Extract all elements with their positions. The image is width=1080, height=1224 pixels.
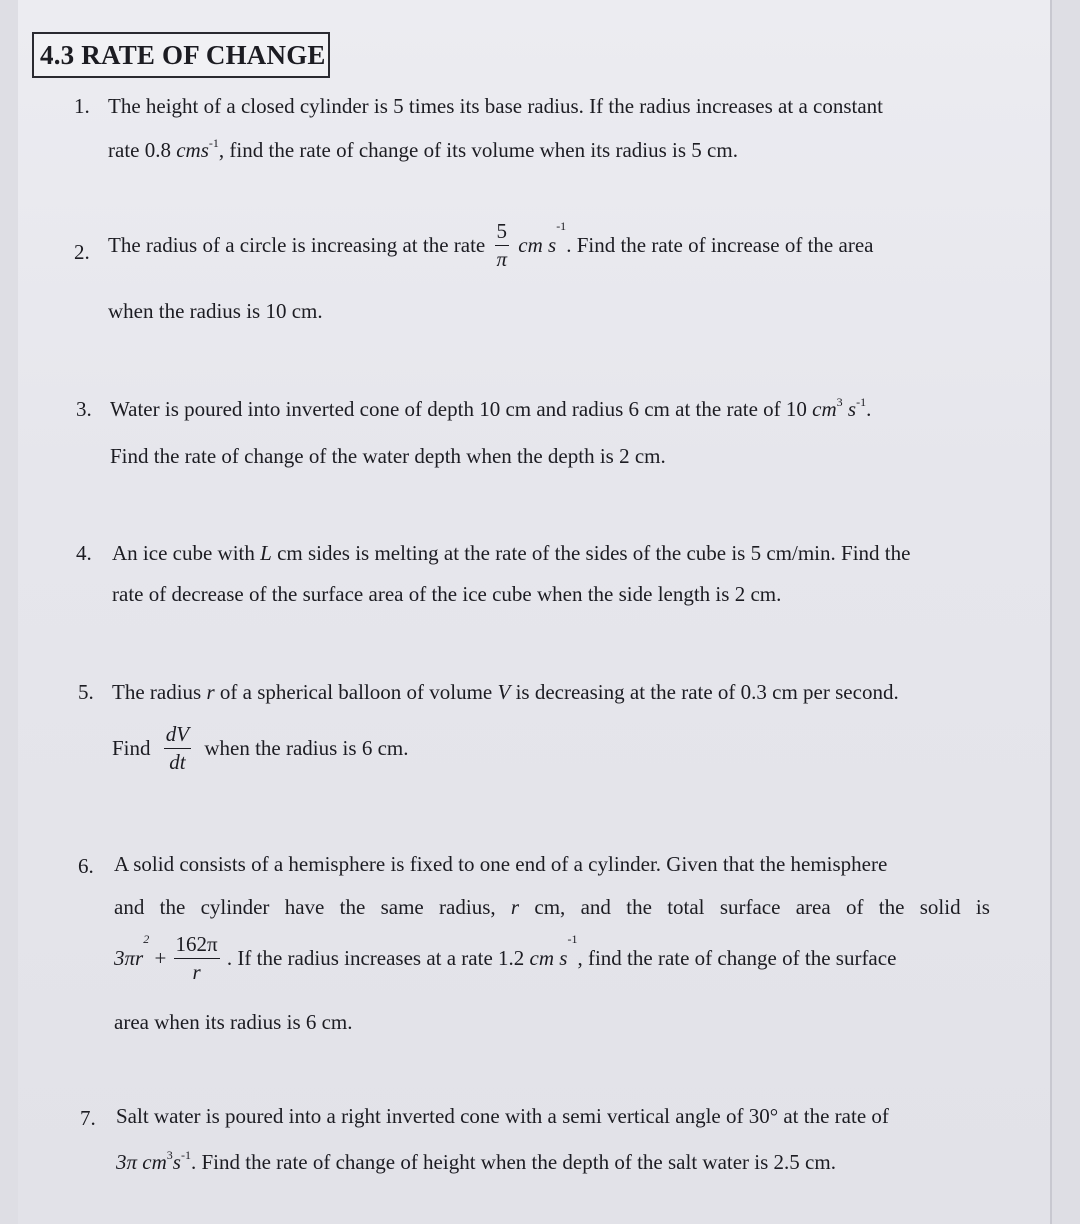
q5-line1-post: is decreasing at the rate of 0.3 cm per second. — [515, 680, 899, 704]
q6-line3-end: , find the rate of change of the surface — [577, 946, 897, 970]
q7-line2 — [116, 1148, 836, 1174]
q6-line3 — [114, 931, 897, 984]
section-title: 4.3 RATE OF CHANGE — [32, 32, 330, 78]
q6-frac-den: r — [192, 960, 201, 984]
q2-line1-pre: The radius of a circle is increasing at the rate — [108, 233, 486, 257]
q5-frac-num: dV — [164, 724, 191, 749]
q4-line1-pre: An ice cube with — [112, 541, 255, 565]
q1-line1: The height of a closed cylinder is 5 times its base radius. If the radius increases at a constant — [108, 94, 884, 118]
q5-line1-pre: The radius — [112, 680, 202, 704]
q2-unit-exp: -1 — [556, 218, 567, 233]
q2-frac-den: π — [496, 247, 508, 271]
q1-line2 — [108, 136, 738, 162]
q5-line2 — [112, 724, 408, 773]
q6-line2-word: same — [380, 895, 424, 919]
q5-line1-mid: of a spherical balloon of volume — [219, 680, 493, 704]
q6-line2-word: the — [878, 895, 905, 919]
q6-unit-s: s — [559, 946, 568, 970]
q6-number: 6. — [78, 854, 94, 878]
q6-line2-word: total — [667, 895, 705, 919]
q7-line1: Salt water is poured into a right inverted cone with a semi vertical angle of 30° at the rate of — [116, 1104, 889, 1128]
q5-line2-post: when the radius is 6 cm. — [204, 736, 409, 760]
q6-plus: + — [154, 946, 167, 970]
q7-number: 7. — [80, 1106, 96, 1130]
q6-line2-word: and — [580, 895, 611, 919]
q6-expr-pre: 3πr — [114, 946, 144, 970]
q5-line1 — [112, 682, 899, 703]
q2-unit-s: s — [548, 233, 557, 257]
q6-line2-word: of — [846, 895, 864, 919]
q4-line2: rate of decrease of the surface area of the ice cube when the side length is 2 cm. — [112, 582, 782, 606]
q3-unit-cm: cm — [812, 397, 837, 421]
q3-cm-exp: 3 — [836, 395, 843, 409]
q4-line1 — [112, 543, 910, 564]
q6-line2-word: is — [975, 895, 990, 919]
q7-pre: 3π — [116, 1150, 138, 1174]
q3-line1-end: . — [866, 397, 872, 421]
q6-line2-word: and — [114, 895, 145, 919]
q6-line2-word: radius, — [439, 895, 496, 919]
q3-line1-pre: Water is poured into inverted cone of depth 10 cm and radius 6 cm at the rate of 10 — [110, 397, 807, 421]
q6-fraction — [174, 934, 220, 983]
q7-unit-cm: cm — [142, 1150, 167, 1174]
q3-unit-s: s — [847, 397, 857, 421]
q6-line2 — [114, 897, 990, 918]
q1-line2-pre: rate 0.8 — [108, 138, 171, 162]
q7-cm-exp: 3 — [166, 1148, 173, 1162]
q6-line2-word: surface — [719, 895, 781, 919]
q6-line2-word: solid — [919, 895, 961, 919]
q4-var-l: L — [260, 541, 272, 565]
q2-line1 — [108, 218, 874, 271]
q7-line2-post: . Find the rate of change of height when the depth of the salt water is 2.5 cm. — [190, 1150, 836, 1174]
q2-number: 2. — [74, 240, 90, 264]
q6-unit-exp: -1 — [567, 931, 578, 946]
q6-line2-word: the — [159, 895, 186, 919]
q2-unit-cm: cm — [518, 233, 543, 257]
q6-line3-post: . If the radius increases at a rate 1.2 — [226, 946, 525, 970]
q6-expr — [114, 931, 150, 970]
q1-unit: cms — [176, 138, 209, 162]
q6-line2-word: area — [795, 895, 831, 919]
q6-line2-word: the — [339, 895, 366, 919]
q6-line2-word: cylinder — [200, 895, 270, 919]
q4-number: 4. — [76, 541, 92, 565]
q6-frac-num: 162π — [174, 934, 220, 959]
q5-var-r: r — [206, 680, 215, 704]
q5-number: 5. — [78, 680, 94, 704]
q2-line2: when the radius is 10 cm. — [108, 299, 323, 323]
q6-line1: A solid consists of a hemisphere is fixed to one end of a cylinder. Given that the hemisphere — [114, 852, 888, 876]
q5-frac-den: dt — [169, 750, 186, 774]
q6-line2-word: have — [284, 895, 325, 919]
q2-line1-post: . Find the rate of increase of the area — [566, 233, 874, 257]
q1-number: 1. — [74, 94, 90, 118]
q2-fraction — [495, 221, 510, 270]
q5-line2-pre: Find — [112, 736, 151, 760]
q5-fraction — [164, 724, 191, 773]
q6-unit-cm: cm — [529, 946, 555, 970]
q6-expr-exp: 2 — [143, 931, 150, 946]
q7-unit-s: s — [172, 1150, 181, 1174]
q7-s-exp: -1 — [180, 1148, 191, 1162]
q6-line2-word: r — [510, 895, 520, 919]
q3-s-exp: -1 — [856, 395, 867, 409]
q2-frac-num: 5 — [495, 221, 510, 246]
q3-line1 — [110, 395, 872, 421]
q4-line1-post: cm sides is melting at the rate of the sides of the cube is 5 cm/min. Find the — [277, 541, 911, 565]
q6-line2-word: the — [626, 895, 652, 919]
q3-line2: Find the rate of change of the water depth when the depth is 2 cm. — [110, 444, 666, 468]
q5-var-v: V — [497, 680, 511, 704]
q3-number: 3. — [76, 397, 92, 421]
q1-unit-exp: -1 — [208, 136, 219, 150]
worksheet-page — [18, 0, 1052, 1224]
q6-line2-word: cm, — [534, 895, 566, 919]
q1-line2-post: , find the rate of change of its volume when its radius is 5 cm. — [218, 138, 738, 162]
q6-line4: area when its radius is 6 cm. — [114, 1010, 353, 1034]
